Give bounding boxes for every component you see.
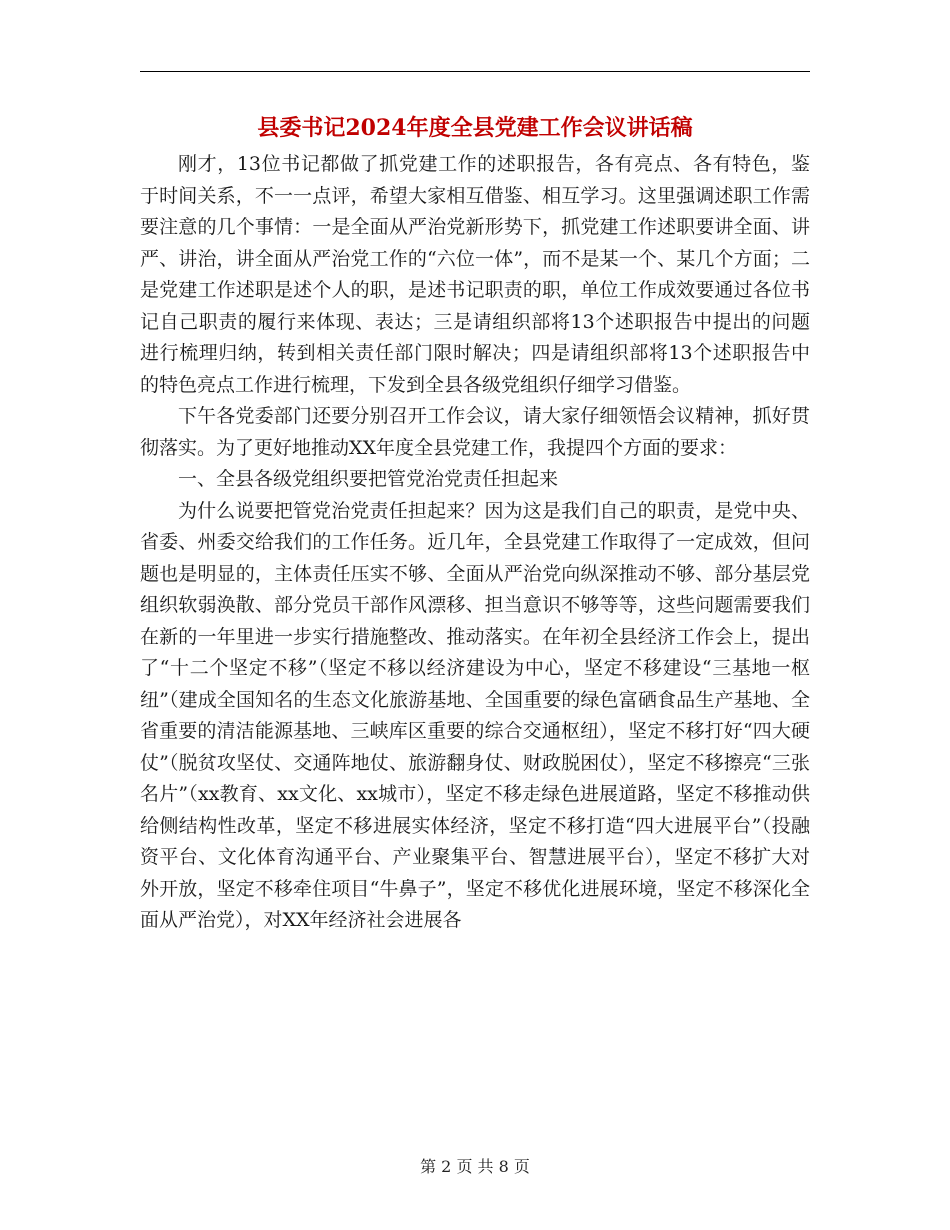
document-body: [140, 149, 810, 937]
header-rule: [140, 71, 810, 72]
section-heading-1: 一、全县各级党组织要把管党治党责任担起来: [178, 468, 559, 490]
paragraph-section-1-body: 为什么说要把管党治党责任担起来？因为这是我们自己的职责，是党中央、省委、州委交给我们的工作任务。近几年，全县党建工作取得了一定成效，但问题也是明显的，主体责任压实不够、全面从严治党向纵深推动不够、部分基层党组织软弱涣散、部分党员干部作风漂移、担当意识不够等等，这些问题需要我们在新的一年里进一步实行措施整改、推动落实。在年初全县经济工作会上，提出了“十二个坚定不移”（坚定不移以经济建设为中心，坚定不移建设“三基地一枢纽”（建成全国知名的生态文化旅游基地、全国重要的绿色富硒食品生产基地、全省重要的清洁能源基地、三峡库区重要的综合交通枢纽），坚定不移打好“四大硬仗”（脱贫攻坚仗、交通阵地仗、旅游翻身仗、财政脱困仗），坚定不移擦亮“三张名片”（xx教育、xx文化、xx城市），坚定不移走绿色进展道路，坚定不移推动供给侧结构性改革，坚定不移进展实体经济，坚定不移打造“四大进展平台”（投融资平台、文化体育沟通平台、产业聚集平台、智慧进展平台），坚定不移扩大对外开放，坚定不移牵住项目“牛鼻子”，坚定不移优化进展环境，坚定不移深化全面从严治党），对XX年经济社会进展各: [140, 499, 810, 931]
page-number: 第 2 页 共 8 页: [420, 1157, 530, 1176]
document-title: 县委书记2024年度全县党建工作会议讲话稿: [257, 115, 693, 141]
paragraph-requirements-intro: 下午各党委部门还要分别召开工作会议，请大家仔细领悟会议精神，抓好贯彻落实。为了更好地推动XX年度全县党建工作，我提四个方面的要求：: [140, 405, 810, 459]
paragraph-opening-remarks: 刚才，13位书记都做了抓党建工作的述职报告，各有亮点、各有特色，鉴于时间关系，不一一点评，希望大家相互借鉴、相互学习。这里强调述职工作需要注意的几个事情：一是全面从严治党新形势下，抓党建工作述职要讲全面、讲严、讲治，讲全面从严治党工作的“六位一体”，而不是某一个、某几个方面；二是党建工作述职是述个人的职，是述书记职责的职，单位工作成效要通过各位书记自己职责的履行来体现、表达；三是请组织部将13个述职报告中提出的问题进行梳理归纳，转到相关责任部门限时解决；四是请组织部将13个述职报告中的特色亮点工作进行梳理，下发到全县各级党组织仔细学习借鉴。: [140, 153, 810, 396]
